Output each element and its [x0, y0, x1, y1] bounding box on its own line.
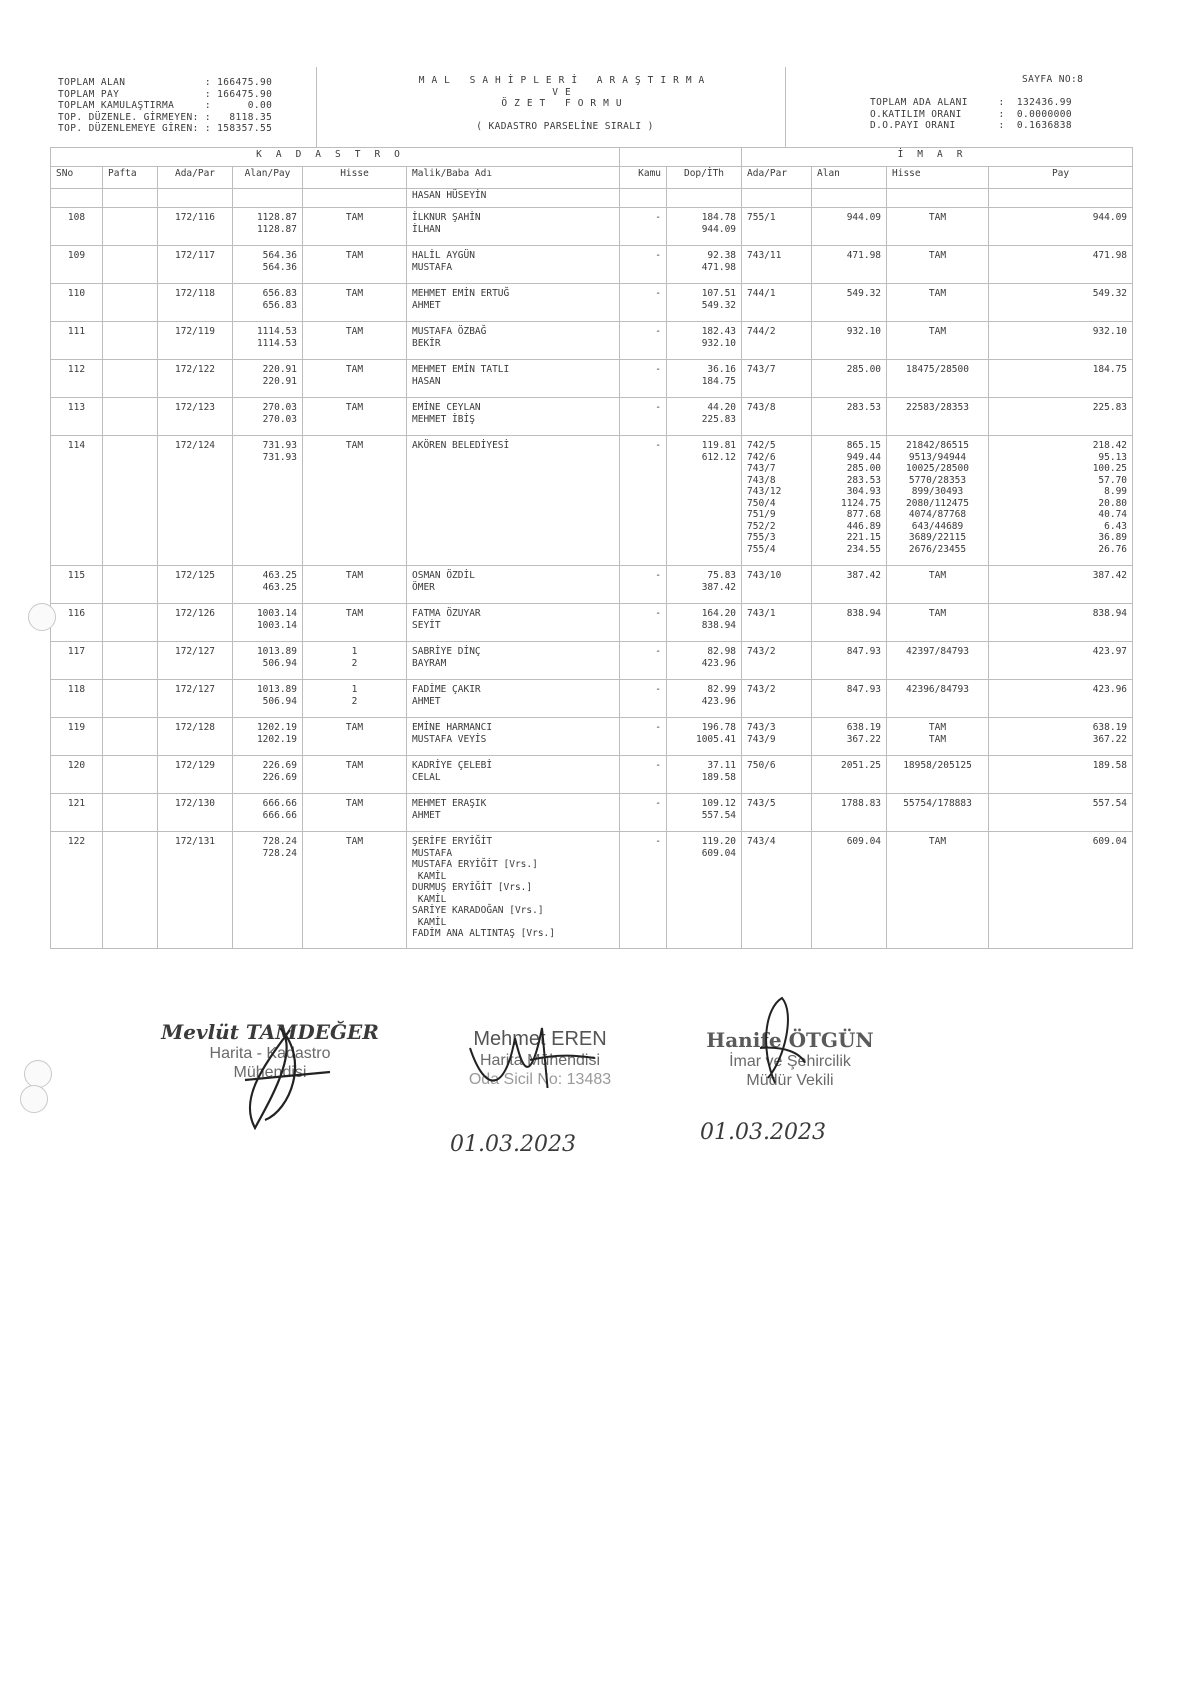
pafta: [103, 756, 158, 794]
ada-parsel: 172/131: [158, 832, 233, 949]
imar-hisse: 18475/28500: [887, 360, 989, 398]
imar-alan: 609.04: [812, 832, 887, 949]
pafta: [103, 718, 158, 756]
alan-pay: 1013.89 506.94: [233, 680, 303, 718]
owner-name: MEHMET ERAŞIK AHMET: [407, 794, 620, 832]
alan-pay: 1202.19 1202.19: [233, 718, 303, 756]
summary-label: TOPLAM KAMULAŞTIRMA: [58, 100, 205, 111]
alan-pay: 728.24 728.24: [233, 832, 303, 949]
imar-ada-parsel: 743/4: [742, 832, 812, 949]
hisse: TAM: [303, 832, 407, 949]
summary-line: [870, 97, 1072, 109]
summary-value: : 0.00: [204, 100, 273, 111]
summary-line: [58, 89, 272, 101]
imar-ada-parsel: 744/2: [742, 322, 812, 360]
kamu: -: [620, 360, 667, 398]
signature-1: [140, 1020, 400, 1082]
hisse: TAM: [303, 246, 407, 284]
column-header: Malik/Baba Adı: [407, 167, 620, 189]
summary-label: TOPLAM ADA ALANI: [870, 97, 999, 108]
column-header: Alan: [812, 167, 887, 189]
dop-ith: 75.83 387.42: [667, 566, 742, 604]
alan-pay: 731.93 731.93: [233, 436, 303, 566]
section-imar: İMAR: [742, 148, 1133, 167]
imar-hisse: TAM: [887, 832, 989, 949]
signature-3: [690, 1028, 890, 1090]
hisse: TAM: [303, 208, 407, 246]
punch-hole: [20, 1085, 48, 1113]
title-line-1: MAL SAHİPLERİ ARAŞTIRMA: [418, 75, 712, 86]
punch-hole: [28, 603, 56, 631]
alan-pay: 220.91 220.91: [233, 360, 303, 398]
signer-title: Müdür Vekili: [746, 1072, 834, 1089]
imar-ada-parsel: 743/1: [742, 604, 812, 642]
pafta: [103, 566, 158, 604]
alan-pay: 656.83 656.83: [233, 284, 303, 322]
imar-ada-parsel: 743/2: [742, 642, 812, 680]
owner-name: ŞERİFE ERYİĞİT MUSTAFA MUSTAFA ERYİĞİT [Vrs.] KAMİL DURMUŞ ERYİĞİT [Vrs.] KAMİL SARİYE KARADOĞAN [Vrs.] KAMİL FADİM ANA ALTINTAŞ [Vrs.]: [407, 832, 620, 949]
alan-pay: 1003.14 1003.14: [233, 604, 303, 642]
table-cell: [989, 189, 1133, 208]
table-row: [51, 246, 1133, 284]
row-number: 122: [51, 832, 103, 949]
imar-ada-parsel: 743/2: [742, 680, 812, 718]
row-number: 118: [51, 680, 103, 718]
owner-name: HALİL AYGÜN MUSTAFA: [407, 246, 620, 284]
row-number: 114: [51, 436, 103, 566]
ada-parsel: 172/124: [158, 436, 233, 566]
imar-ada-parsel: 742/5 742/6 743/7 743/8 743/12 750/4 751/9 752/2 755/3 755/4: [742, 436, 812, 566]
handwritten-signature: [430, 998, 650, 1088]
pafta: [103, 832, 158, 949]
table-row: [51, 756, 1133, 794]
column-header: Hisse: [303, 167, 407, 189]
kamu: -: [620, 794, 667, 832]
ada-parsel: 172/128: [158, 718, 233, 756]
dop-ith: 92.38 471.98: [667, 246, 742, 284]
hisse: 1 2: [303, 680, 407, 718]
table-row: [51, 284, 1133, 322]
signer-registry: Oda Sicil No: 13483: [468, 1071, 612, 1088]
imar-hisse: TAM TAM: [887, 718, 989, 756]
imar-hisse: 55754/178883: [887, 794, 989, 832]
dop-ith: 196.78 1005.41: [667, 718, 742, 756]
alan-pay: 1013.89 506.94: [233, 642, 303, 680]
column-header: Dop/İTh: [667, 167, 742, 189]
summary-line: [58, 112, 272, 124]
imar-hisse: 18958/205125: [887, 756, 989, 794]
row-number: 111: [51, 322, 103, 360]
column-header: Pafta: [103, 167, 158, 189]
dop-ith: 109.12 557.54: [667, 794, 742, 832]
imar-alan: 944.09: [812, 208, 887, 246]
table-row: [51, 436, 1133, 566]
dop-ith: 82.98 423.96: [667, 642, 742, 680]
summary-value: : 166475.90: [204, 77, 273, 88]
ada-parsel: 172/123: [158, 398, 233, 436]
pafta: [103, 246, 158, 284]
owner-name: EMİNE CEYLAN MEHMET İBİŞ: [407, 398, 620, 436]
owner-name: HASAN HÜSEYİN: [407, 189, 620, 208]
imar-hisse: TAM: [887, 566, 989, 604]
summary-label: D.O.PAYI ORANI: [870, 120, 999, 131]
imar-pay: 549.32: [989, 284, 1133, 322]
table-row: [51, 208, 1133, 246]
row-number: 110: [51, 284, 103, 322]
summary-value: : 0.0000000: [998, 108, 1072, 120]
table-row: [51, 360, 1133, 398]
ada-parsel: 172/125: [158, 566, 233, 604]
imar-alan: 549.32: [812, 284, 887, 322]
hisse: 1 2: [303, 642, 407, 680]
imar-pay: 471.98: [989, 246, 1133, 284]
hisse: TAM: [303, 436, 407, 566]
column-header: SNo: [51, 167, 103, 189]
ada-parsel: 172/122: [158, 360, 233, 398]
signer-name: Hanife ÖTGÜN: [706, 1028, 874, 1052]
imar-pay: 609.04: [989, 832, 1133, 949]
table-cell: [51, 189, 103, 208]
section-band: [51, 148, 1133, 167]
imar-alan: 285.00: [812, 360, 887, 398]
summary-label: TOP. DÜZENLE. GİRMEYEN:: [58, 111, 205, 123]
hisse: TAM: [303, 604, 407, 642]
ada-parsel: 172/117: [158, 246, 233, 284]
table-row: [51, 680, 1133, 718]
pafta: [103, 284, 158, 322]
kamu: -: [620, 246, 667, 284]
alan-pay: 1128.87 1128.87: [233, 208, 303, 246]
owner-name: SABRİYE DİNÇ BAYRAM: [407, 642, 620, 680]
imar-pay: 225.83: [989, 398, 1133, 436]
table-cell: [620, 189, 667, 208]
pafta: [103, 436, 158, 566]
kamu: -: [620, 642, 667, 680]
signer-name: Mehmet EREN: [473, 1028, 607, 1050]
section-kadastro: KADASTRO: [51, 148, 620, 167]
imar-hisse: TAM: [887, 284, 989, 322]
column-header-row: [51, 167, 1133, 189]
imar-hisse: TAM: [887, 246, 989, 284]
column-header: Kamu: [620, 167, 667, 189]
row-number: 117: [51, 642, 103, 680]
alan-pay: 666.66 666.66: [233, 794, 303, 832]
dop-ith: 164.20 838.94: [667, 604, 742, 642]
row-number: 119: [51, 718, 103, 756]
kamu: -: [620, 756, 667, 794]
row-number: 109: [51, 246, 103, 284]
kamu: -: [620, 566, 667, 604]
owner-name: FATMA ÖZUYAR SEYİT: [407, 604, 620, 642]
summary-value: : 0.1636838: [998, 120, 1072, 131]
table-cell: [233, 189, 303, 208]
imar-pay: 557.54: [989, 794, 1133, 832]
imar-ada-parsel: 743/8: [742, 398, 812, 436]
row-number: 112: [51, 360, 103, 398]
imar-alan: 387.42: [812, 566, 887, 604]
pafta: [103, 208, 158, 246]
pafta: [103, 604, 158, 642]
summary-line: [58, 77, 272, 89]
summary-label: TOPLAM ALAN: [58, 77, 205, 88]
table-cell: [667, 189, 742, 208]
signature-date: 01.03.2023: [450, 1132, 576, 1157]
summary-line: [870, 109, 1072, 121]
owner-name: MUSTAFA ÖZBAĞ BEKİR: [407, 322, 620, 360]
hisse: TAM: [303, 360, 407, 398]
ownership-table: [50, 147, 1133, 949]
owner-name: FADİME ÇAKIR AHMET: [407, 680, 620, 718]
imar-hisse: 42396/84793: [887, 680, 989, 718]
ada-parsel: 172/118: [158, 284, 233, 322]
section-spacer: [620, 148, 742, 167]
table-row: [51, 718, 1133, 756]
owner-name: MEHMET EMİN ERTUĞ AHMET: [407, 284, 620, 322]
imar-alan: 838.94: [812, 604, 887, 642]
signer-title: Mühendisi: [233, 1064, 307, 1081]
row-number: 120: [51, 756, 103, 794]
imar-alan: 932.10: [812, 322, 887, 360]
signer-title: Harita Mühendisi: [479, 1052, 601, 1069]
summary-line: [58, 100, 272, 112]
table-cell: [103, 189, 158, 208]
summary-right: [870, 97, 1072, 132]
imar-alan: 865.15 949.44 285.00 283.53 304.93 1124.75 877.68 446.89 221.15 234.55: [812, 436, 887, 566]
ada-parsel: 172/119: [158, 322, 233, 360]
imar-ada-parsel: 743/3 743/9: [742, 718, 812, 756]
kamu: -: [620, 398, 667, 436]
imar-pay: 944.09: [989, 208, 1133, 246]
signer-title: İmar ve Şehircilik: [729, 1053, 851, 1070]
summary-value: : 166475.90: [204, 88, 273, 100]
imar-alan: 471.98: [812, 246, 887, 284]
alan-pay: 564.36 564.36: [233, 246, 303, 284]
row-number: 115: [51, 566, 103, 604]
imar-ada-parsel: 743/10: [742, 566, 812, 604]
kamu: -: [620, 832, 667, 949]
summary-left: [58, 77, 272, 135]
table-cell: [812, 189, 887, 208]
imar-alan: 1788.83: [812, 794, 887, 832]
imar-pay: 932.10: [989, 322, 1133, 360]
hisse: TAM: [303, 718, 407, 756]
kamu: -: [620, 322, 667, 360]
owner-name: EMİNE HARMANCI MUSTAFA VEYİS: [407, 718, 620, 756]
kamu: -: [620, 680, 667, 718]
owner-name: AKÖREN BELEDİYESİ: [407, 436, 620, 566]
hisse: TAM: [303, 322, 407, 360]
hisse: TAM: [303, 566, 407, 604]
imar-alan: 2051.25: [812, 756, 887, 794]
ada-parsel: 172/129: [158, 756, 233, 794]
form-title: [370, 75, 760, 132]
imar-pay: 423.97: [989, 642, 1133, 680]
alan-pay: 1114.53 1114.53: [233, 322, 303, 360]
pafta: [103, 794, 158, 832]
summary-value: : 158357.55: [204, 123, 273, 134]
table-cell: [887, 189, 989, 208]
table-row: [51, 794, 1133, 832]
summary-label: O.KATILIM ORANI: [870, 108, 999, 120]
imar-pay: 387.42: [989, 566, 1133, 604]
summary-line: [58, 123, 272, 135]
imar-alan: 847.93: [812, 680, 887, 718]
table-row: [51, 322, 1133, 360]
column-header: Ada/Par: [742, 167, 812, 189]
imar-hisse: 42397/84793: [887, 642, 989, 680]
imar-hisse: TAM: [887, 322, 989, 360]
imar-alan: 638.19 367.22: [812, 718, 887, 756]
dop-ith: 107.51 549.32: [667, 284, 742, 322]
imar-hisse: 22583/28353: [887, 398, 989, 436]
ada-parsel: 172/126: [158, 604, 233, 642]
owner-name: İLKNUR ŞAHİN İLHAN: [407, 208, 620, 246]
imar-pay: 638.19 367.22: [989, 718, 1133, 756]
imar-hisse: TAM: [887, 208, 989, 246]
ada-parsel: 172/116: [158, 208, 233, 246]
dop-ith: 44.20 225.83: [667, 398, 742, 436]
header-divider: [316, 67, 317, 147]
summary-line: [870, 120, 1072, 132]
kamu: -: [620, 208, 667, 246]
summary-value: : 132436.99: [998, 97, 1072, 108]
table-row: [51, 604, 1133, 642]
column-header: Ada/Par: [158, 167, 233, 189]
table-cell: [158, 189, 233, 208]
summary-label: TOPLAM PAY: [58, 88, 205, 100]
kamu: -: [620, 284, 667, 322]
summary-label: TOP. DÜZENLEMEYE GİREN:: [58, 123, 205, 134]
signature-date: 01.03.2023: [700, 1120, 826, 1145]
table-row: [51, 189, 1133, 208]
imar-ada-parsel: 743/5: [742, 794, 812, 832]
table-row: [51, 832, 1133, 949]
table-row: [51, 642, 1133, 680]
handwritten-signature: [140, 1010, 400, 1130]
pafta: [103, 360, 158, 398]
imar-hisse: 21842/86515 9513/94944 10025/28500 5770/28353 899/30493 2080/112475 4074/87768 643/44689 3689/22115 2676/23455: [887, 436, 989, 566]
pafta: [103, 398, 158, 436]
imar-hisse: TAM: [887, 604, 989, 642]
form-document: [50, 67, 1132, 957]
form-header: [50, 67, 1132, 147]
summary-value: : 8118.35: [204, 111, 273, 123]
imar-ada-parsel: 750/6: [742, 756, 812, 794]
handwritten-signature: [690, 988, 890, 1098]
dop-ith: 119.20 609.04: [667, 832, 742, 949]
table-cell: [303, 189, 407, 208]
signature-2: [430, 1028, 650, 1089]
owner-name: MEHMET EMİN TATLI HASAN: [407, 360, 620, 398]
imar-alan: 847.93: [812, 642, 887, 680]
hisse: TAM: [303, 284, 407, 322]
column-header: Pay: [989, 167, 1133, 189]
dop-ith: 119.81 612.12: [667, 436, 742, 566]
imar-pay: 423.96: [989, 680, 1133, 718]
hisse: TAM: [303, 756, 407, 794]
dop-ith: 184.78 944.09: [667, 208, 742, 246]
kamu: -: [620, 604, 667, 642]
imar-ada-parsel: 744/1: [742, 284, 812, 322]
ada-parsel: 172/130: [158, 794, 233, 832]
header-divider: [785, 67, 786, 147]
pafta: [103, 322, 158, 360]
dop-ith: 182.43 932.10: [667, 322, 742, 360]
dop-ith: 82.99 423.96: [667, 680, 742, 718]
imar-ada-parsel: 743/11: [742, 246, 812, 284]
row-number: 113: [51, 398, 103, 436]
imar-pay: 218.42 95.13 100.25 57.70 8.99 20.80 40.74 6.43 36.89 26.76: [989, 436, 1133, 566]
title-line-4: ( KADASTRO PARSELİNE SIRALI ): [476, 120, 654, 132]
signer-name: Mevlüt TAMDEĞER: [161, 1020, 379, 1044]
ada-parsel: 172/127: [158, 680, 233, 718]
row-number: 121: [51, 794, 103, 832]
hisse: TAM: [303, 794, 407, 832]
row-number: 116: [51, 604, 103, 642]
title-line-3: ÖZET FORMU: [501, 98, 629, 109]
hisse: TAM: [303, 398, 407, 436]
dop-ith: 36.16 184.75: [667, 360, 742, 398]
table-row: [51, 398, 1133, 436]
ada-parsel: 172/127: [158, 642, 233, 680]
page-number: SAYFA NO:8: [1022, 74, 1084, 85]
punch-hole: [24, 1060, 52, 1088]
alan-pay: 226.69 226.69: [233, 756, 303, 794]
signer-title: Harita - Kadastro: [209, 1045, 331, 1062]
owner-name: OSMAN ÖZDİL ÖMER: [407, 566, 620, 604]
row-number: 108: [51, 208, 103, 246]
signature-block: [0, 1020, 1200, 1180]
table-cell: [742, 189, 812, 208]
imar-pay: 184.75: [989, 360, 1133, 398]
kamu: -: [620, 436, 667, 566]
imar-alan: 283.53: [812, 398, 887, 436]
column-header: Alan/Pay: [233, 167, 303, 189]
imar-ada-parsel: 755/1: [742, 208, 812, 246]
pafta: [103, 642, 158, 680]
column-header: Hisse: [887, 167, 989, 189]
imar-ada-parsel: 743/7: [742, 360, 812, 398]
dop-ith: 37.11 189.58: [667, 756, 742, 794]
pafta: [103, 680, 158, 718]
imar-pay: 189.58: [989, 756, 1133, 794]
alan-pay: 270.03 270.03: [233, 398, 303, 436]
alan-pay: 463.25 463.25: [233, 566, 303, 604]
table-row: [51, 566, 1133, 604]
owner-name: KADRİYE ÇELEBİ CELAL: [407, 756, 620, 794]
title-line-2: VE: [552, 86, 578, 98]
imar-pay: 838.94: [989, 604, 1133, 642]
kamu: -: [620, 718, 667, 756]
